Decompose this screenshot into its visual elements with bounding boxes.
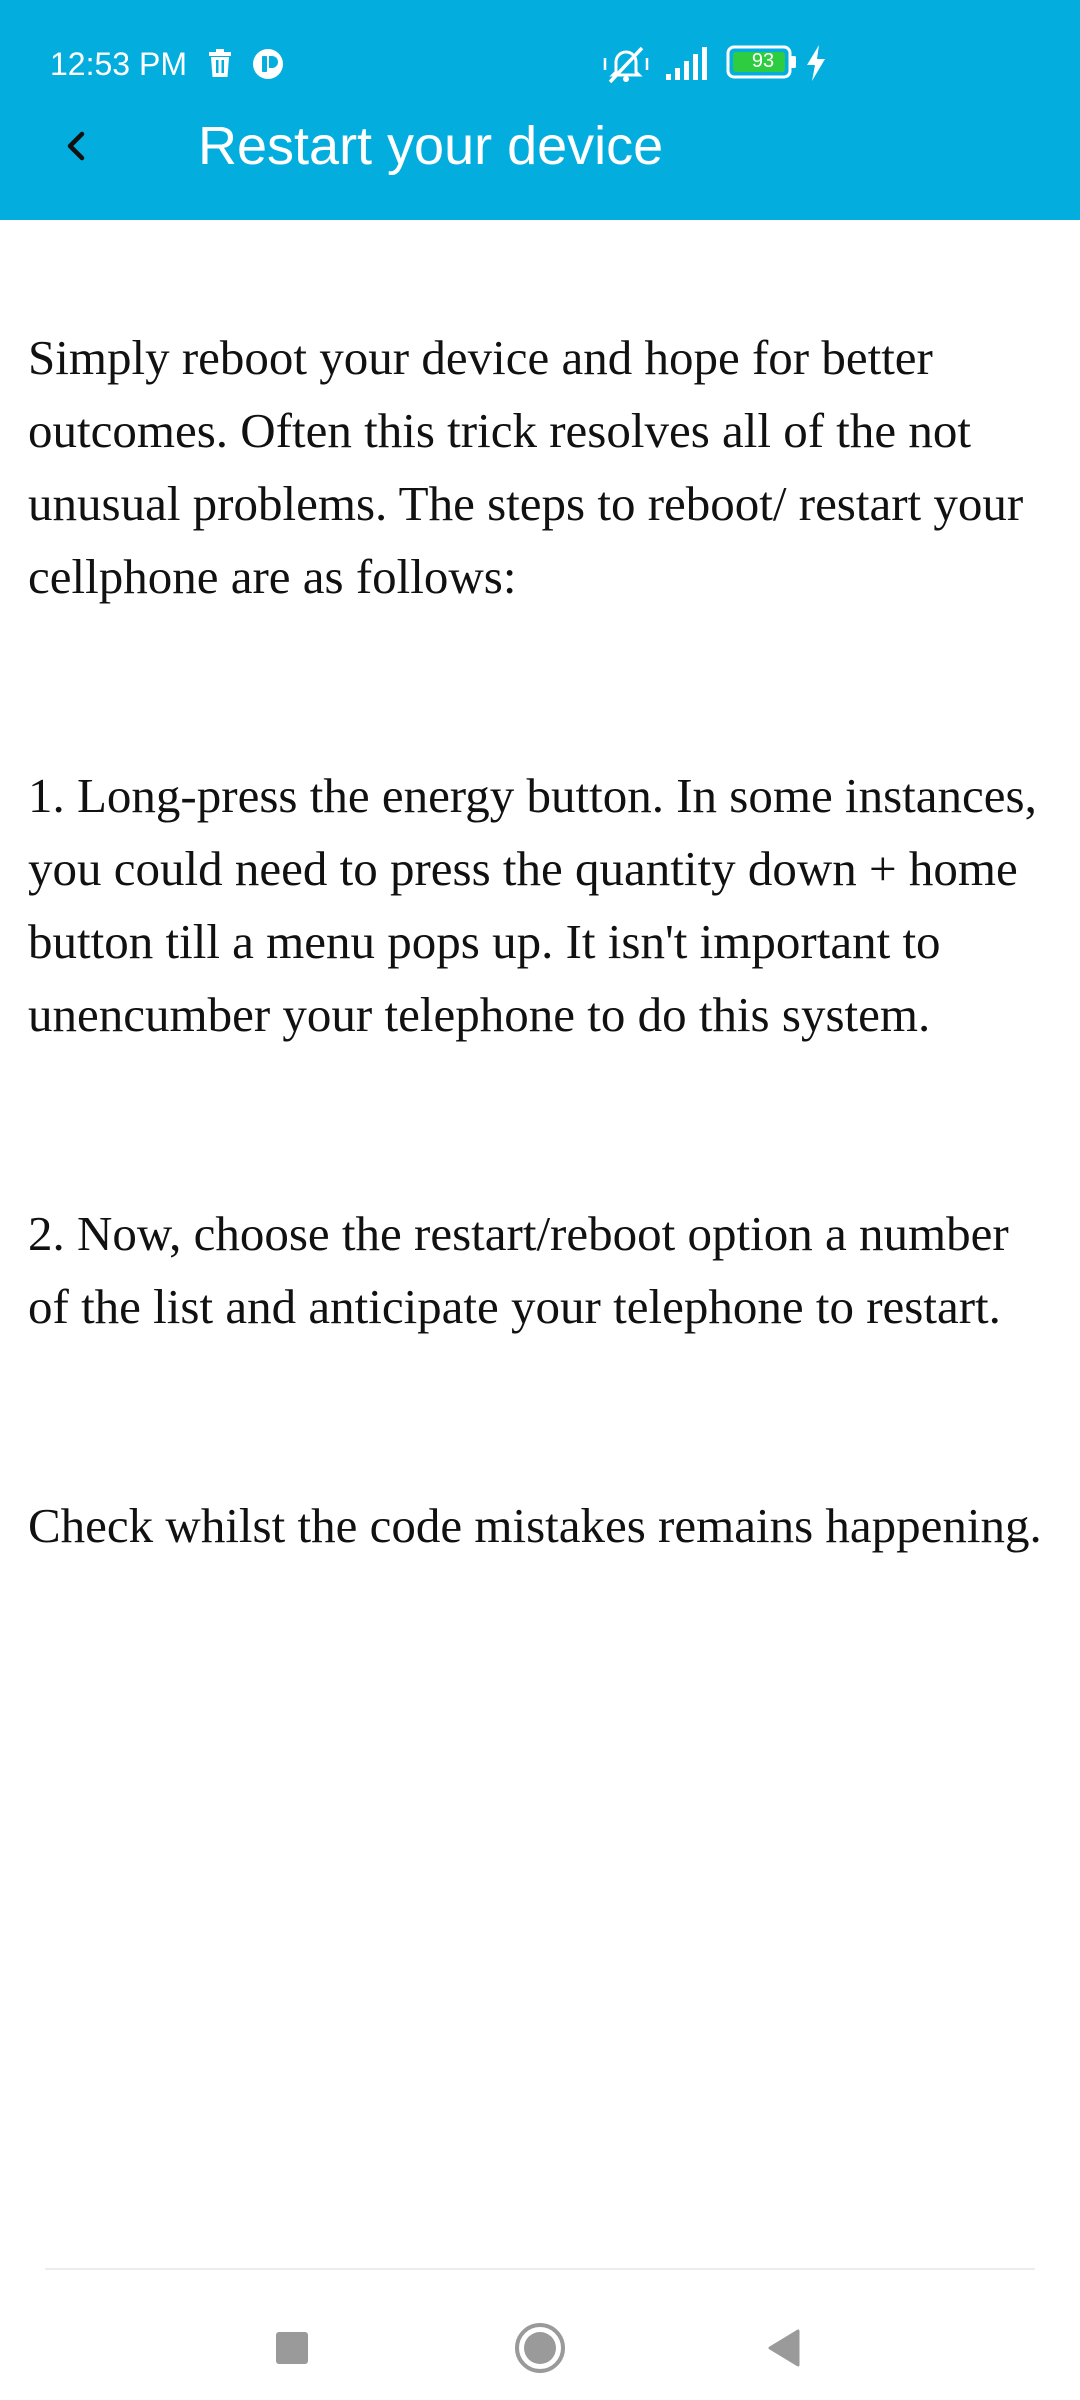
back-nav-button[interactable] bbox=[744, 2308, 824, 2388]
signal-icon bbox=[664, 46, 712, 82]
mute-vibrate-icon bbox=[602, 42, 650, 86]
paragraph-step-2: 2. Now, choose the restart/reboot option a number of the list and anticipate your telephone to restart. bbox=[28, 1206, 1009, 1334]
status-bar bbox=[0, 0, 1080, 120]
navigation-bar bbox=[0, 2268, 1080, 2400]
recents-square-icon bbox=[272, 2328, 312, 2368]
home-button[interactable] bbox=[500, 2308, 580, 2388]
back-triangle-icon bbox=[762, 2326, 806, 2370]
chevron-left-icon bbox=[56, 126, 96, 166]
nav-divider bbox=[45, 2268, 1035, 2270]
trash-icon bbox=[205, 48, 235, 78]
paragraph-step-1: 1. Long-press the energy button. In some instances, you could need to press the quantity down + home button till a menu pops up. It isn't important to unencumber your telephone to do this system. bbox=[28, 768, 1037, 1042]
battery-level: 93 bbox=[751, 50, 775, 72]
paragraph-check: Check whilst the code mistakes remains happening. bbox=[28, 1498, 1042, 1553]
status-time: 12:53 PM bbox=[50, 46, 187, 82]
status-right-icons bbox=[602, 38, 842, 90]
charging-icon bbox=[804, 44, 828, 82]
article-content bbox=[28, 248, 1058, 1708]
paragraph-intro: Simply reboot your device and hope for better outcomes. Often this trick resolves all of the not unusual problems. The steps to reboot/ restart your cellphone are as follows: bbox=[28, 330, 1024, 604]
home-circle-icon bbox=[512, 2320, 568, 2376]
page-title: Restart your device bbox=[198, 116, 664, 176]
recents-button[interactable] bbox=[252, 2308, 332, 2388]
back-button[interactable] bbox=[40, 110, 112, 182]
app-bar bbox=[0, 0, 1080, 220]
app-notification-icon bbox=[252, 48, 282, 78]
